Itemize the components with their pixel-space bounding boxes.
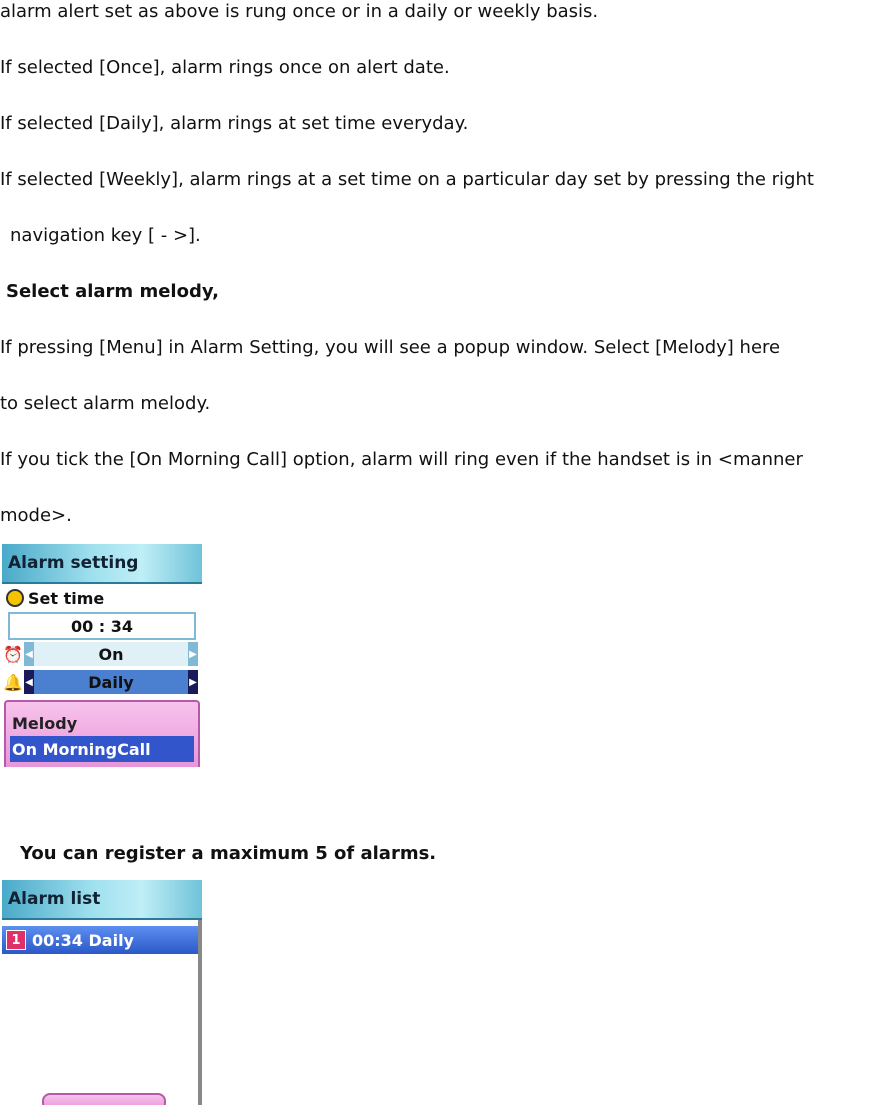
- list-item[interactable]: [2, 926, 198, 954]
- scrollbar[interactable]: [198, 920, 202, 1105]
- screen-title: Alarm list: [2, 880, 202, 920]
- para-line-3: If selected [Daily], alarm rings at set time everyday.: [0, 113, 469, 134]
- right-arrow-icon[interactable]: ▶: [188, 642, 198, 666]
- right-arrow-icon[interactable]: ▶: [188, 670, 198, 694]
- menu-item-morning-call[interactable]: On MorningCall: [10, 736, 194, 762]
- time-field[interactable]: 00 : 34: [8, 612, 196, 640]
- alarm-number-badge: 1: [6, 930, 26, 950]
- alarm-state-row: [2, 640, 202, 668]
- para-line-9: If you tick the [On Morning Call] option, alarm will ring even if the handset is in <manner: [0, 449, 803, 470]
- para-line-7: If pressing [Menu] in Alarm Setting, you will see a popup window. Select [Melody] here: [0, 337, 781, 358]
- para-line-5: navigation key [ - >].: [10, 225, 201, 246]
- para-line-4: If selected [Weekly], alarm rings at a set time on a particular day set by pressing the right: [0, 169, 814, 190]
- para-line-2: If selected [Once], alarm rings once on alert date.: [0, 57, 450, 78]
- alarm-setting-screenshot: [2, 544, 202, 767]
- set-time-label: Set time: [28, 588, 105, 608]
- screen-title: Alarm setting: [2, 544, 202, 584]
- alarm-list-screenshot: [2, 880, 202, 1105]
- alarm-state-selector[interactable]: [24, 642, 198, 666]
- alarm-clock-icon: ⏰: [3, 644, 23, 664]
- alarm-item-label: 00:34 Daily: [32, 930, 134, 950]
- menu-popup: [4, 700, 200, 767]
- menu-item-melody[interactable]: Melody: [12, 713, 78, 733]
- para-line-10: mode>.: [0, 505, 72, 526]
- left-arrow-icon[interactable]: ◀: [24, 642, 34, 666]
- para-line-1: alarm alert set as above is rung once or in a daily or weekly basis.: [0, 1, 599, 22]
- note-max-alarms: You can register a maximum 5 of alarms.: [20, 843, 437, 864]
- bell-icon: 🔔: [3, 672, 23, 692]
- section-heading-melody: Select alarm melody,: [6, 281, 220, 302]
- para-line-8: to select alarm melody.: [0, 393, 211, 414]
- time-row: [2, 612, 202, 640]
- left-arrow-icon[interactable]: ◀: [24, 670, 34, 694]
- repeat-value: Daily: [88, 672, 134, 692]
- alarm-state-value: On: [98, 644, 124, 664]
- repeat-row: [2, 668, 202, 696]
- repeat-selector[interactable]: [24, 670, 198, 694]
- clock-icon: [6, 589, 24, 607]
- set-time-row: [2, 584, 202, 612]
- softkey-tab[interactable]: [42, 1093, 166, 1105]
